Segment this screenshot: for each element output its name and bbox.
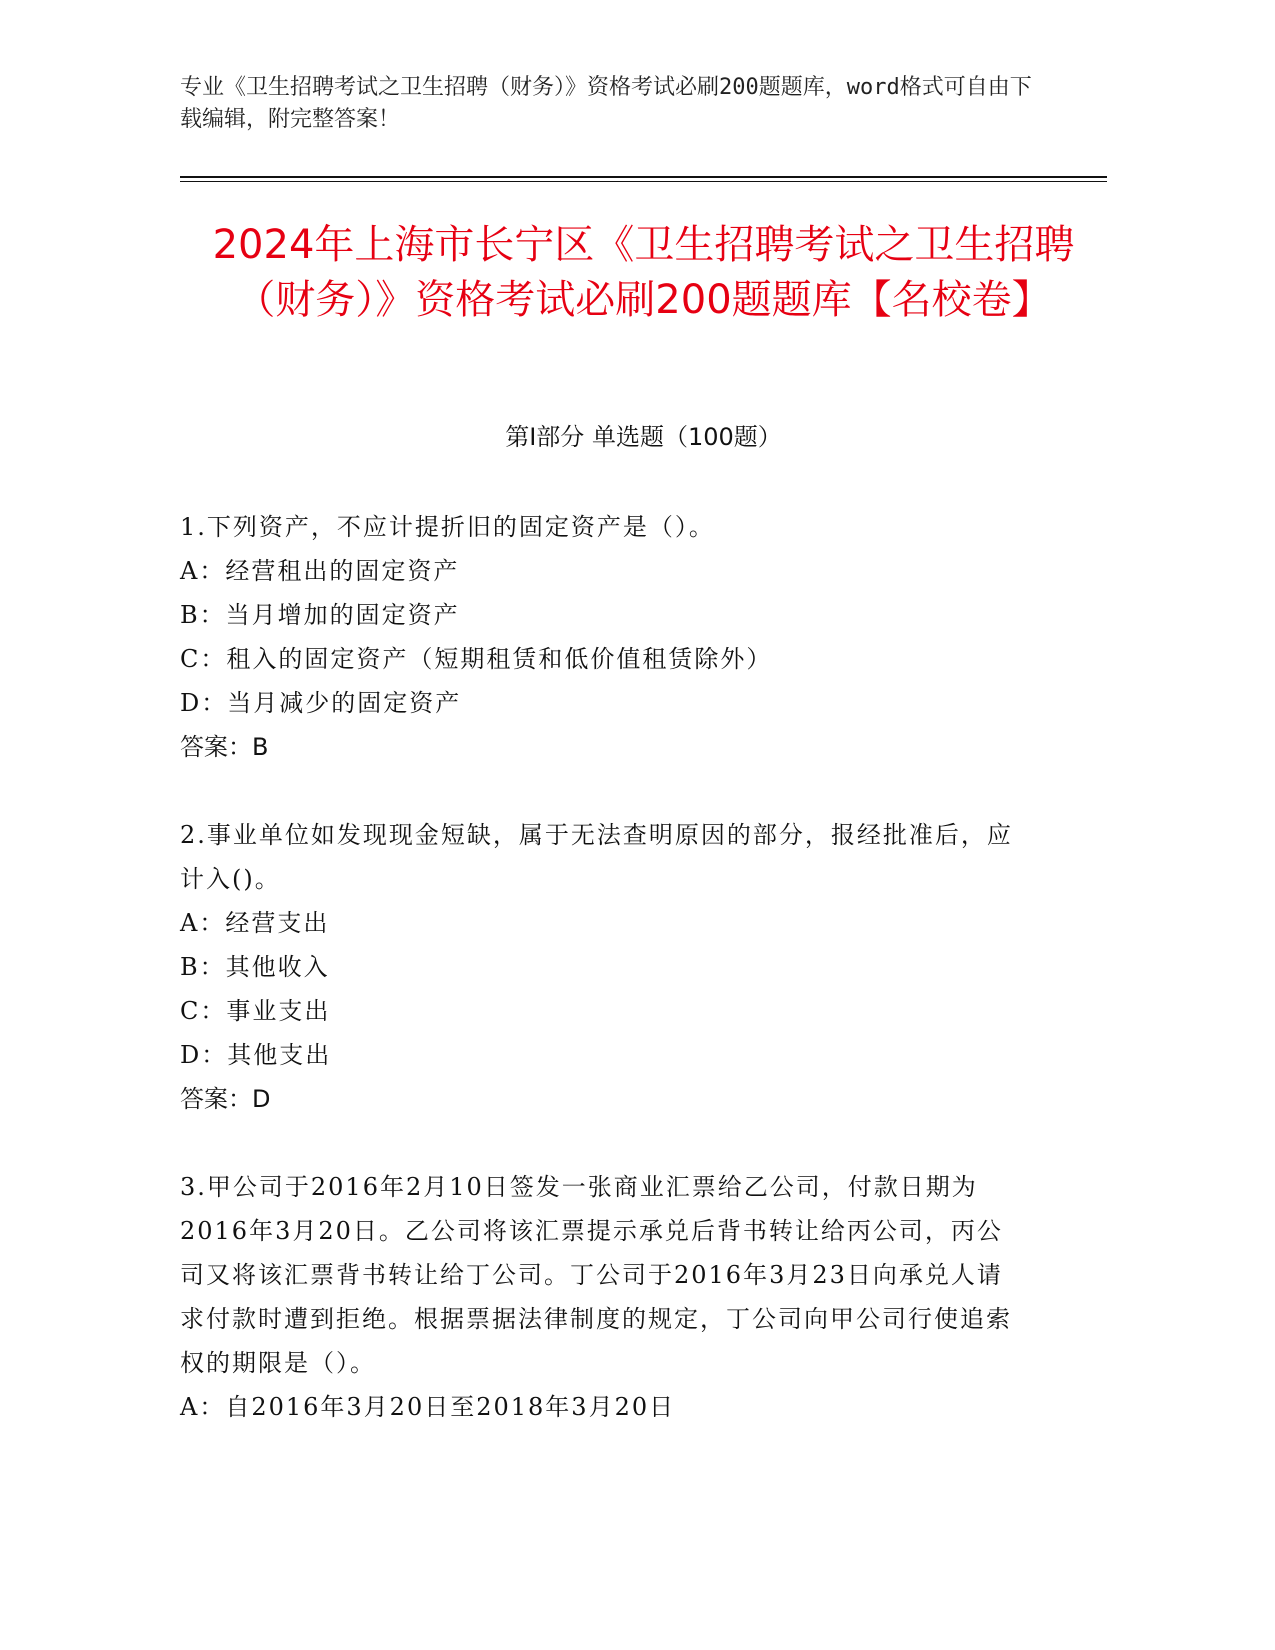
question-option: B：其他收入	[180, 953, 330, 981]
question-option: D：其他支出	[180, 1041, 332, 1069]
document-title: 2024年上海市长宁区《卫生招聘考试之卫生招聘（财务）》资格考试必刷200题题库【名校卷】	[212, 222, 1075, 323]
question-item	[180, 505, 1020, 769]
header-note: 专业《卫生招聘考试之卫生招聘（财务）》资格考试必刷200题题库，word格式可自由下载编辑，附完整答案！	[180, 75, 1032, 132]
question-item	[180, 813, 1020, 1121]
question-answer: 答案：B	[180, 733, 269, 761]
question-option: A：自2016年3月20日至2018年3月20日	[180, 1393, 676, 1421]
question-stem: 3.甲公司于2016年2月10日签发一张商业汇票给乙公司，付款日期为2016年3月20日。乙公司将该汇票提示承兑后背书转让给丙公司，丙公司又将该汇票背书转让给丁公司。丁公司于2016年3月23日向承兑人请求付款时遭到拒绝。根据票据法律制度的规定，丁公司向甲公司行使追索权的期限是（）。	[180, 1173, 1012, 1377]
question-option: D：当月减少的固定资产	[180, 689, 462, 717]
question-list	[180, 505, 1020, 1473]
header-divider	[180, 176, 1107, 182]
question-stem: 2.事业单位如发现现金短缺，属于无法查明原因的部分，报经批准后，应计入()。	[180, 821, 1013, 893]
question-option: B：当月增加的固定资产	[180, 601, 460, 629]
question-item	[180, 1165, 1020, 1429]
question-option: C：租入的固定资产（短期租赁和低价值租赁除外）	[180, 645, 773, 673]
section-heading: 第Ⅰ部分 单选题（100题）	[505, 423, 782, 451]
question-option: C：事业支出	[180, 997, 331, 1025]
question-option: A：经营租出的固定资产	[180, 557, 460, 585]
question-stem: 1.下列资产，不应计提折旧的固定资产是（）。	[180, 513, 715, 541]
question-option: A：经营支出	[180, 909, 330, 937]
question-answer: 答案：D	[180, 1085, 271, 1113]
